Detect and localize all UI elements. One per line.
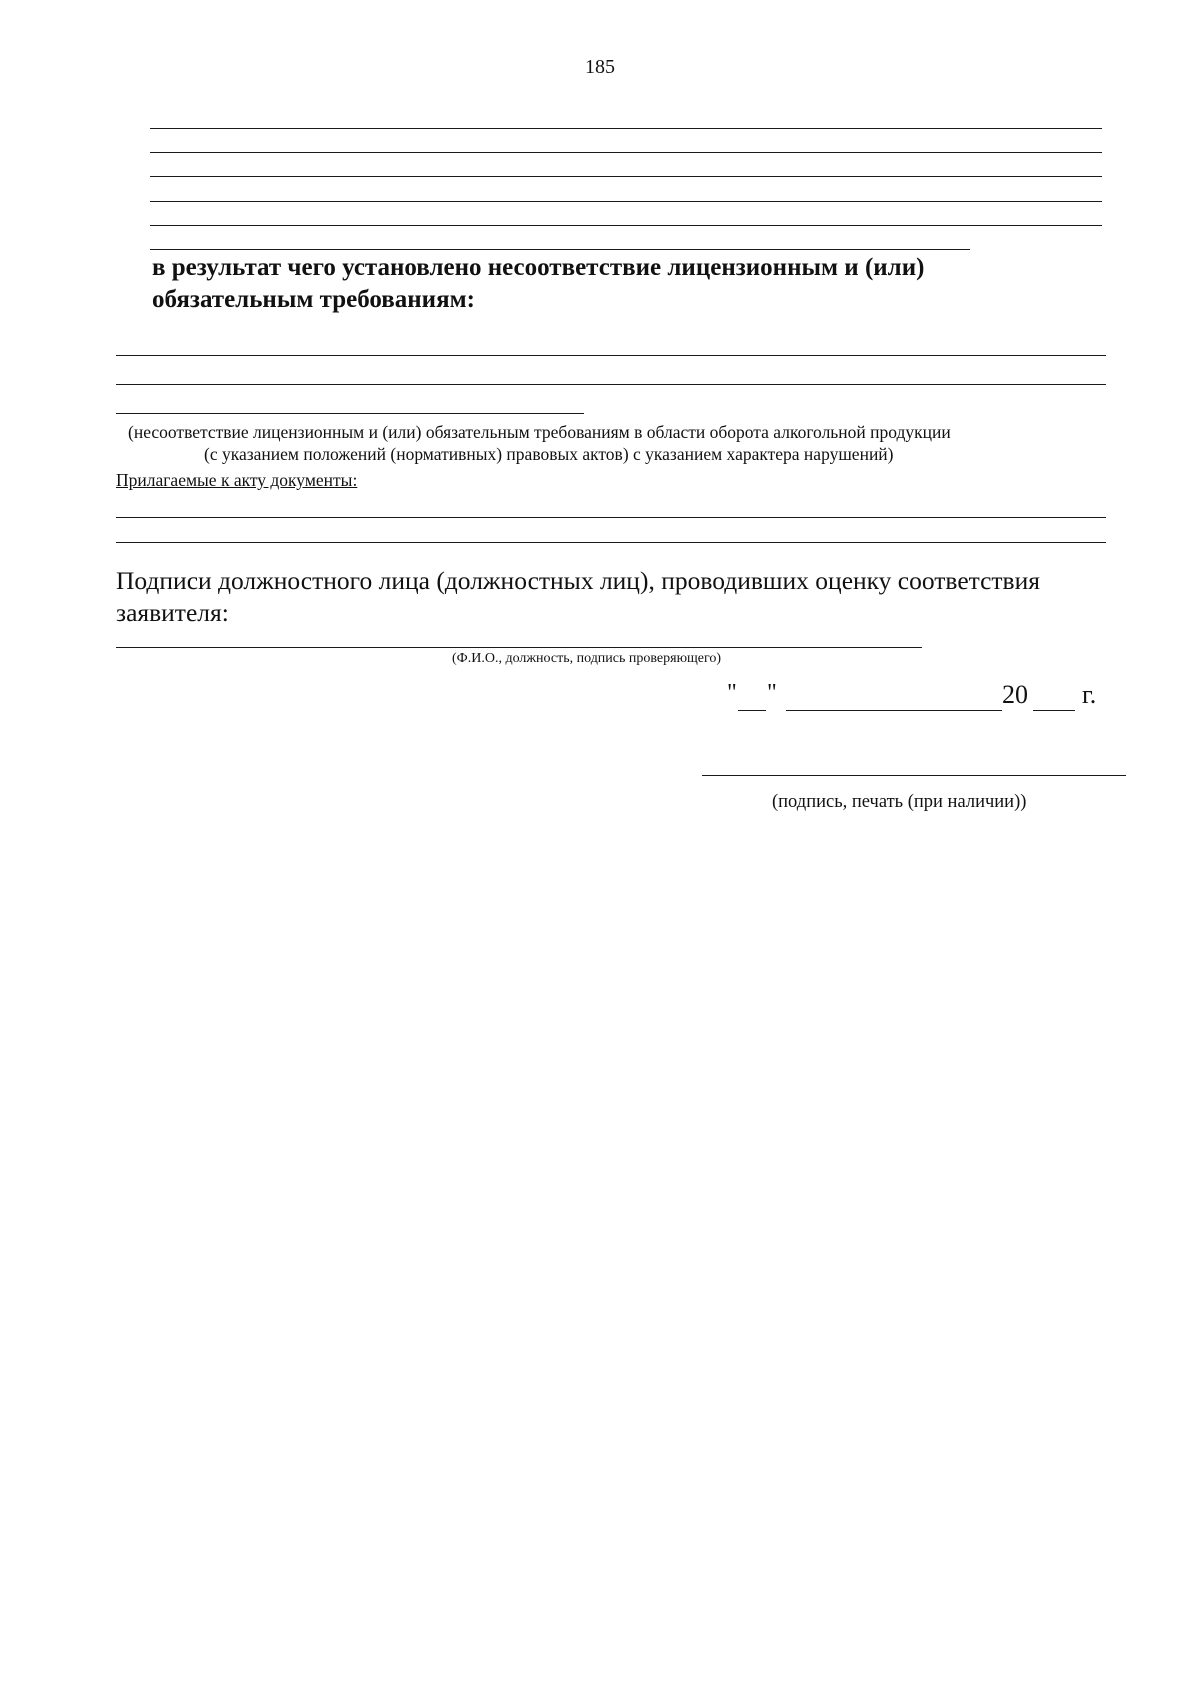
signatures-heading: Подписи должностного лица (должностных лиц), проводивших оценку соответствия заявителя: (116, 566, 1040, 627)
page-number: 185 (585, 56, 615, 78)
blank-line (150, 128, 1102, 129)
blank-line (116, 355, 1106, 356)
blank-line (116, 384, 1106, 385)
date-quote-open: " (727, 680, 737, 706)
date-month-blank (786, 710, 1002, 711)
date-quote-close: " (767, 680, 777, 706)
nonconformity-caption: (несоответствие лицензионным и (или) обязательным требованиям в области оборота алкогольной продукции (128, 422, 951, 442)
blank-line (150, 176, 1102, 177)
inspector-caption: (Ф.И.О., должность, подпись проверяющего) (452, 651, 722, 666)
date-day-blank (738, 710, 766, 711)
blank-line (150, 152, 1102, 153)
blank-line (150, 201, 1102, 202)
conclusion-heading: в результат чего установлено несоответствие лицензионным и (или) обязательным требованиям: (152, 254, 925, 313)
date-year-suffix: г. (1082, 680, 1097, 709)
stamp-caption: (подпись, печать (при наличии)) (772, 792, 1027, 812)
blank-line (150, 249, 970, 250)
stamp-signature-line (702, 775, 1126, 776)
nonconformity-caption-continued: (с указанием положений (нормативных) правовых актов) с указанием характера нарушений) (204, 444, 894, 464)
inspector-signature-line (116, 647, 922, 648)
date-century: 20 (1002, 680, 1028, 709)
blank-line (116, 542, 1106, 543)
attached-documents-label: Прилагаемые к акту документы: (116, 470, 358, 490)
date-year-blank (1033, 710, 1075, 711)
blank-line (116, 413, 584, 414)
blank-line (116, 517, 1106, 518)
blank-line (150, 225, 1102, 226)
